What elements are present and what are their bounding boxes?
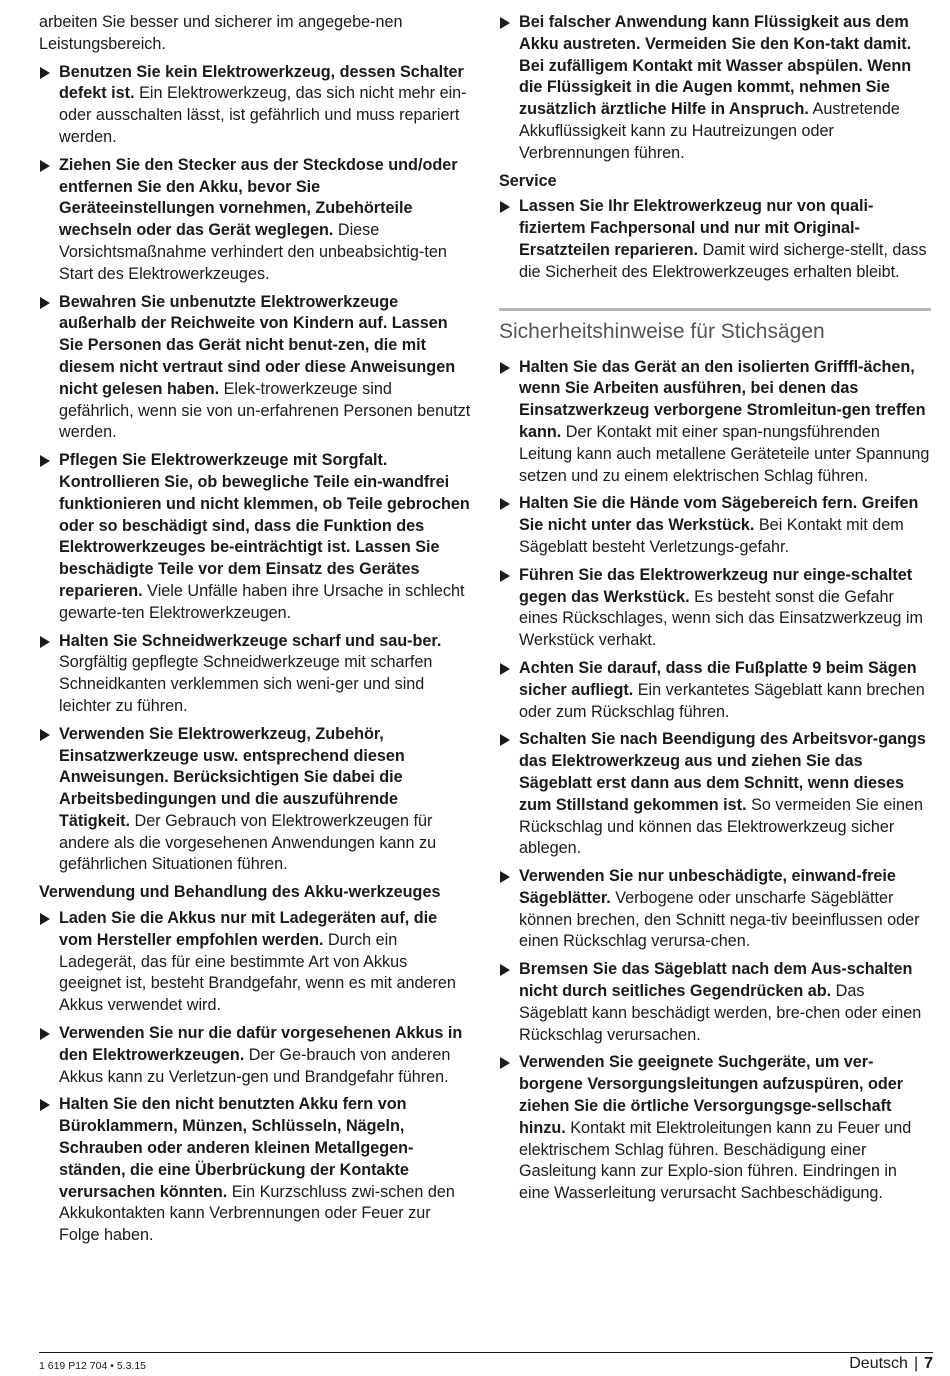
footer-separator: | — [913, 1355, 919, 1372]
bullet-arrow-icon — [40, 1099, 50, 1111]
bullet-arrow-icon — [500, 201, 510, 213]
jigsaw-items — [499, 357, 931, 1205]
subheading-battery: Verwendung und Behandlung des Akku-werkzeuges — [39, 883, 441, 902]
bullet-arrow-icon — [500, 734, 510, 746]
list-item: Führen Sie das Elektrowerkzeug nur einge-schaltet gegen das Werkstück. Es besteht sonst die Gefahr eines Rückschlages, wenn sich das Einsatzwerkzeug im Werkstück verhakt. — [499, 565, 931, 652]
bullet-arrow-icon — [500, 17, 510, 29]
general-items — [39, 62, 471, 877]
right-column — [499, 12, 931, 1211]
bullet-arrow-icon — [500, 1057, 510, 1069]
list-item: Verwenden Sie Elektrowerkzeug, Zubehör, Einsatzwerkzeuge usw. entsprechend diesen Anweisungen. Berücksichtigen Sie dabei die Arbeitsbedingungen und die auszuführende Tätigkeit. Der Gebrauch von Elektrowerkzeugen für andere als die vorgesehenen Anwendungen kann zu gefährlichen Situationen führen. — [39, 724, 471, 877]
list-item: Benutzen Sie kein Elektrowerkzeug, dessen Schalter defekt ist. Ein Elektrowerkzeug, das sich nicht mehr ein- oder ausschalten lässt, ist gefährlich und muss repariert werden. — [39, 62, 471, 149]
list-item: Lassen Sie Ihr Elektrowerkzeug nur von quali-fiziertem Fachpersonal und nur mit Original-Ersatzteilen reparieren. Damit wird sicherge-stellt, dass die Sicherheit des Elektrowerkzeuges erhalten bleibt. — [499, 196, 931, 283]
list-item: Halten Sie das Gerät an den isolierten Grifffl-ächen, wenn Sie Arbeiten ausführen, bei denen das Einsatzwerkzeug verborgene Stromleitun-gen treffen kann. Der Kontakt mit einer span-nungsführenden Leitung kann auch metallene Geräteteile unter Spannung setzen und zu einem elektrischen Schlag führen. — [499, 357, 931, 488]
footer-code: 1 619 P12 704 • 5.3.15 — [39, 1360, 147, 1372]
list-item: Bremsen Sie das Sägeblatt nach dem Aus-schalten nicht durch seitliches Gegendrücken ab. Das Sägeblatt kann beschädigt werden, bre-chen oder einen Rückschlag verursachen. — [499, 959, 931, 1046]
list-item: Achten Sie darauf, dass die Fußplatte 9 beim Sägen sicher aufliegt. Ein verkantetes Sägeblatt kann brechen oder zum Rückschlag führen. — [499, 658, 931, 723]
bullet-arrow-icon — [40, 455, 50, 467]
list-item: Verwenden Sie geeignete Suchgeräte, um ver-borgene Versorgungsleitungen aufzuspüren, oder ziehen Sie die örtliche Versorgungsge-sellschaft hinzu. Kontakt mit Elektroleitungen kann zu Feuer und elektrischem Schlag führen. Beschädigung einer Gasleitung kann zur Explo-sion führen. Eindringen in eine Wasserleitung verursacht Sachbeschädigung. — [499, 1052, 931, 1205]
bullet-arrow-icon — [40, 729, 50, 741]
battery-items — [39, 908, 471, 1247]
bullet-arrow-icon — [500, 871, 510, 883]
bullet-arrow-icon — [40, 636, 50, 648]
list-item: Halten Sie die Hände vom Sägebereich fern. Greifen Sie nicht unter das Werkstück. Bei Kontakt mit dem Sägeblatt besteht Verletzungs-gefahr. — [499, 493, 931, 558]
bullet-arrow-icon — [40, 160, 50, 172]
list-item: Verwenden Sie nur unbeschädigte, einwand-freie Sägeblätter. Verbogene oder unscharfe Sägeblätter können brechen, den Schnitt nega-tiv beeinflussen oder einen Rückschlag verursa-chen. — [499, 866, 931, 953]
subheading-service: Service — [499, 171, 557, 190]
bullet-arrow-icon — [40, 67, 50, 79]
bullet-arrow-icon — [40, 297, 50, 309]
list-item: Verwenden Sie nur die dafür vorgesehenen Akkus in den Elektrowerkzeugen. Der Ge-brauch von anderen Akkus kann zu Verletzun-gen und Brandgefahr führen. — [39, 1023, 471, 1088]
bullet-arrow-icon — [500, 498, 510, 510]
footer-language: Deutsch — [849, 1355, 908, 1372]
list-item: Halten Sie Schneidwerkzeuge scharf und sau-ber. Sorgfältig gepflegte Schneidwerkzeuge mit scharfen Schneidkanten verklemmen sich weni-ger und sind leichter zu führen. — [39, 631, 471, 718]
bullet-arrow-icon — [500, 964, 510, 976]
footer-divider — [39, 1352, 933, 1353]
left-column — [39, 12, 471, 1253]
bullet-arrow-icon — [40, 1028, 50, 1040]
list-item: Schalten Sie nach Beendigung des Arbeitsvor-gangs das Elektrowerkzeug aus und ziehen Sie das Sägeblatt erst dann aus dem Schnitt, wenn dieses zum Stillstand gekommen ist. So vermeiden Sie einen Rückschlag und können das Elektrowerkzeug sicher ablegen. — [499, 729, 931, 860]
list-item: Halten Sie den nicht benutzten Akku fern von Büroklammern, Münzen, Schlüsseln, Nägeln, Schrauben oder anderen kleinen Metallgegen-ständen, die eine Überbrückung der Kontakte verursachen könnten. Ein Kurzschluss zwi-schen den Akkukontakten kann Verbrennungen oder Feuer zur Folge haben. — [39, 1094, 471, 1247]
list-item: Laden Sie die Akkus nur mit Ladegeräten auf, die vom Hersteller empfohlen werden. Durch ein Ladegerät, das für eine bestimmte Art von Akkus geeignet ist, besteht Brandgefahr, wenn es mit anderen Akkus verwendet wird. — [39, 908, 471, 1017]
footer-page-label — [849, 1355, 933, 1373]
bullet-arrow-icon — [500, 362, 510, 374]
bullet-arrow-icon — [500, 663, 510, 675]
service-items — [499, 196, 931, 283]
list-item: Bewahren Sie unbenutzte Elektrowerkzeuge außerhalb der Reichweite von Kindern auf. Lassen Sie Personen das Gerät nicht benut-zen, die mit diesem nicht vertraut sind oder diese Anweisungen nicht gelesen haben. Elek-trowerkzeuge sind gefährlich, wenn sie von un-erfahrenen Personen benutzt werden. — [39, 292, 471, 445]
section-title: Sicherheitshinweise für Stichsägen — [499, 308, 931, 347]
list-item: Ziehen Sie den Stecker aus der Steckdose und/oder entfernen Sie den Akku, bevor Sie Geräteeinstellungen vornehmen, Zubehörteile wechseln oder das Gerät weglegen. Diese Vorsichtsmaßnahme verhindert den unbeabsichtig-ten Start des Elektrowerkzeuges. — [39, 155, 471, 286]
bullet-arrow-icon — [40, 913, 50, 925]
bullet-arrow-icon — [500, 570, 510, 582]
list-item: Pflegen Sie Elektrowerkzeuge mit Sorgfalt. Kontrollieren Sie, ob bewegliche Teile ein-wandfrei funktionieren und nicht klemmen, ob Teile gebrochen oder so beschädigt sind, dass die Funktion des Elektrowerkzeuges be-einträchtigt ist. Lassen Sie beschädigte Teile vor dem Einsatz des Gerätes reparieren. Viele Unfälle haben ihre Ursache in schlecht gewarte-ten Elektrowerkzeugen. — [39, 450, 471, 624]
lead-text: arbeiten Sie besser und sicherer im angegebe-nen Leistungsbereich. — [39, 13, 403, 53]
list-item: Bei falscher Anwendung kann Flüssigkeit aus dem Akku austreten. Vermeiden Sie den Kon-takt damit. Bei zufälligem Kontakt mit Wasser abspülen. Wenn die Flüssigkeit in die Augen kommt, nehmen Sie zusätzlich ärztliche Hilfe in Anspruch. Austretende Akkuflüssigkeit kann zu Hautreizungen oder Verbrennungen führen. — [499, 12, 931, 165]
page-number: 7 — [924, 1355, 933, 1372]
battery-items-continued — [499, 12, 931, 165]
